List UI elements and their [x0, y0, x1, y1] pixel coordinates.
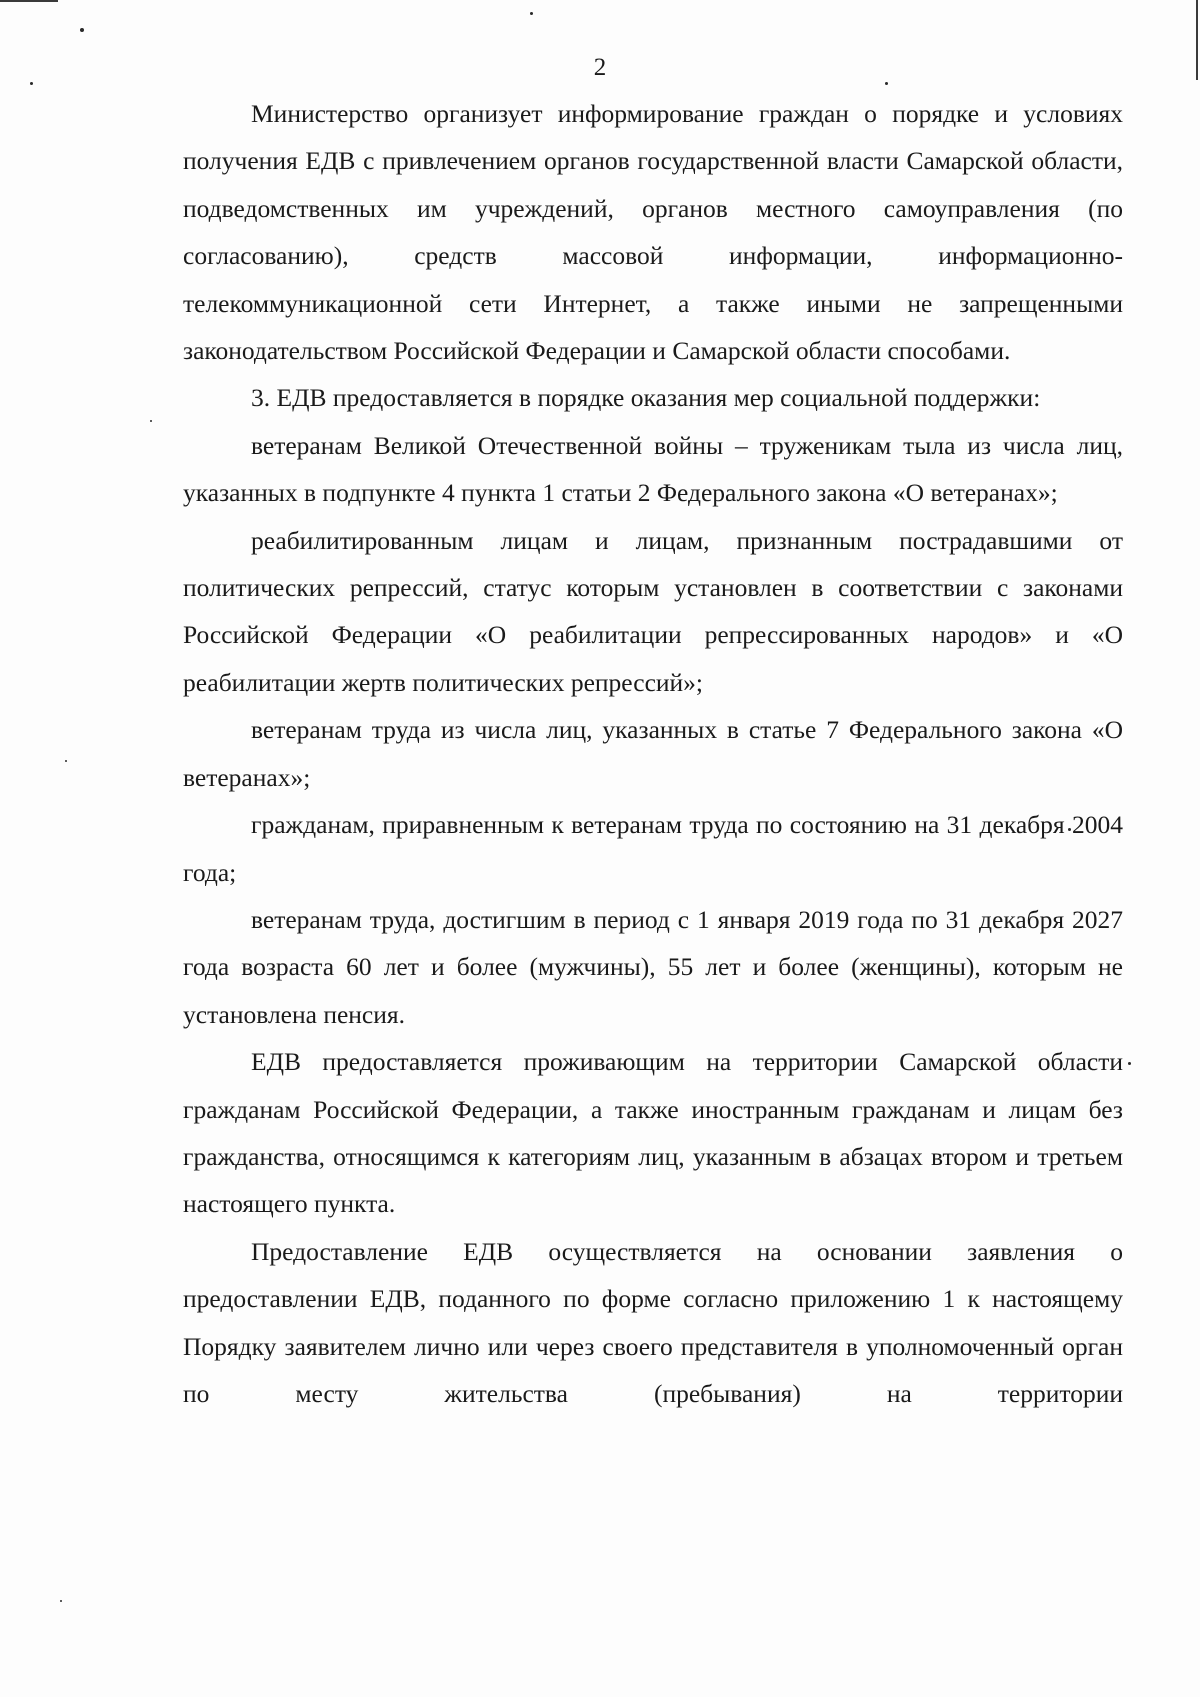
scan-speck [60, 1600, 62, 1602]
top-edge-line [0, 0, 58, 2]
scan-speck [80, 28, 84, 32]
scan-speck [150, 420, 152, 422]
paragraph-labour-veterans-age: ветеранам труда, достигшим в период с 1 января 2019 года по 31 декабря 2027 года возраста 60 лет и более (мужчины), 55 лет и более (женщины), которым не установлена пенсия. [183, 904, 1123, 1029]
paragraph-application: Предоставление ЕДВ осуществляется на основании заявления о предоставлении ЕДВ, поданного по форме согласно приложению 1 к настоящему Порядку заявителем лично или через своего представителя в уполномоченный орган по месту жительства (пребывания) на территории [183, 1236, 1123, 1408]
paragraph-residents: ЕДВ предоставляется проживающим на территории Самарской области гражданам Российской Федерации, а также иностранным гражданам и лицам без гражданства, относящимся к категориям лиц, указанным в абзацах втором и третьем настоящего пункта. [183, 1047, 1123, 1219]
scan-speck [530, 12, 533, 15]
page-number: 2 [593, 54, 607, 81]
paragraph-labour-veterans: ветеранам труда из числа лиц, указанных в статье 7 Федерального закона «О ветеранах»; [183, 715, 1123, 792]
scan-speck [65, 760, 67, 762]
paragraph-home-front-veterans: ветеранам Великой Отечественной войны – труженикам тыла из числа лиц, указанных в подпункте 4 пункта 1 статьи 2 Федерального закона «О ветеранах»; [183, 430, 1123, 508]
scan-speck [1128, 1062, 1131, 1065]
paragraph-item-3: 3. ЕДВ предоставляется в порядке оказания мер социальной поддержки: [251, 383, 1041, 413]
document-body [183, 90, 1123, 1417]
paragraph-equated-citizens: гражданам, приравненным к ветеранам труда по состоянию на 31 декабря 2004 года; [183, 810, 1123, 887]
paragraph-rehabilitated-persons: реабилитированным лицам и лицам, признанным пострадавшими от политических репрессий, статус которым установлен в соответствии с законами Российской Федерации «О реабилитации репрессированных народов» и «О реабилитации жертв политических репрессий»; [183, 525, 1123, 697]
paragraph-information: Министерство организует информирование граждан о порядке и условиях получения ЕДВ с привлечением органов государственной власти Самарской области, подведомственных им учреждений, органов местного самоуправления (по согласованию), средств массовой информации, информационно-телекоммуникационной сети Интернет, а также иными не запрещенными законодательством Российской Федерации и Самарской области способами. [183, 99, 1123, 366]
